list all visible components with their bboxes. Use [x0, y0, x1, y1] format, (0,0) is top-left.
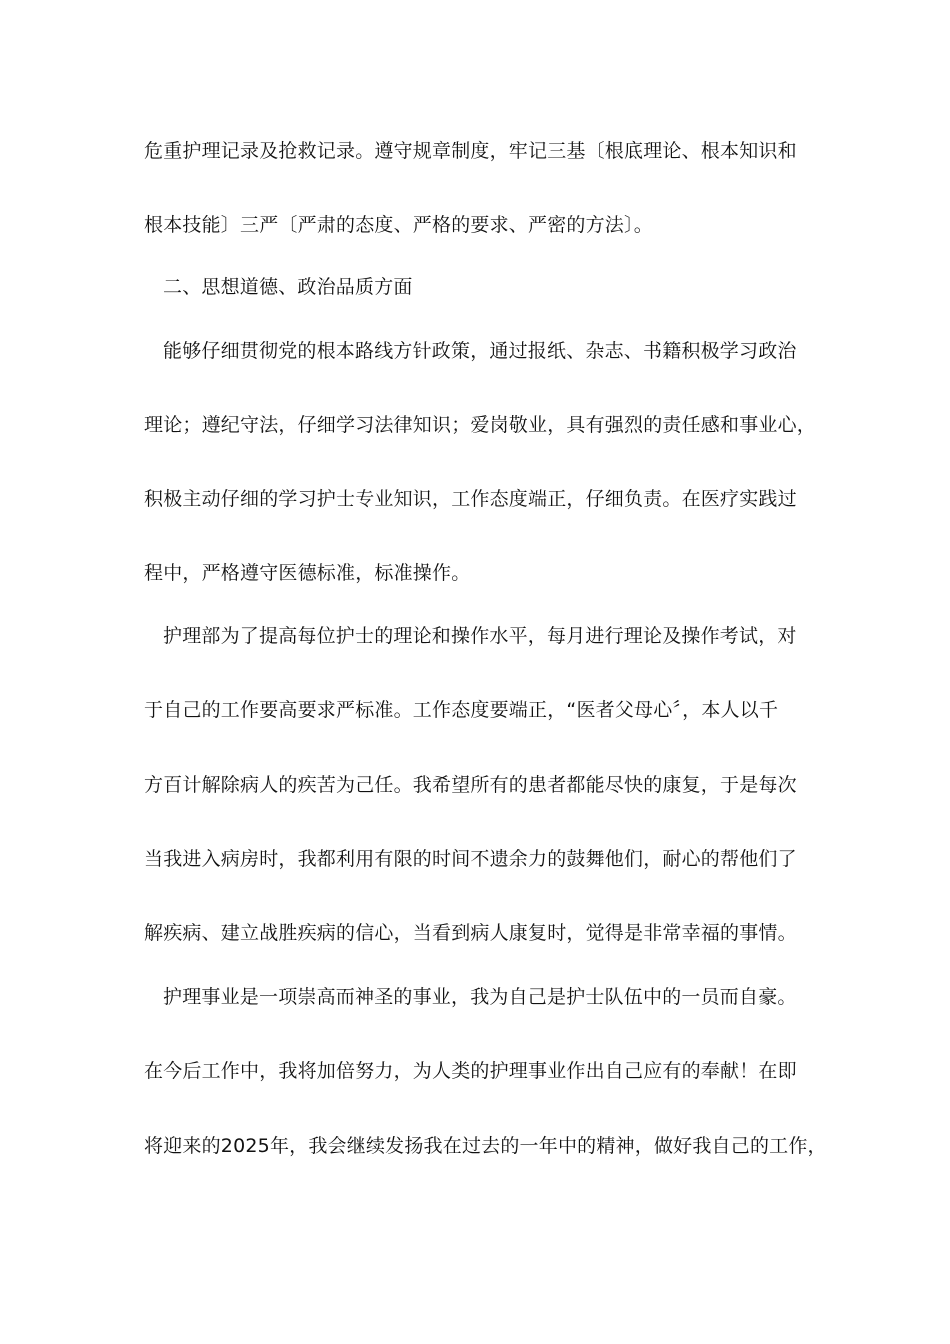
- text-line: 在今后工作中，我将加倍努力，为人类的护理事业作出自己应有的奉献！在即: [144, 1060, 797, 1082]
- text-line: 程中，严格遵守医德标准，标准操作。: [144, 562, 471, 584]
- paragraph-start-line: 护理部为了提高每位护士的理论和操作水平，每月进行理论及操作考试，对: [163, 625, 797, 647]
- paragraph-start-line: 护理事业是一项崇高而神圣的事业，我为自己是护士队伍中的一员而自豪。: [163, 986, 797, 1008]
- text-line: 理论；遵纪守法，仔细学习法律知识；爱岗敬业，具有强烈的责任感和事业心，: [144, 414, 817, 436]
- text-line: 危重护理记录及抢救记录。遵守规章制度，牢记三基〔根底理论、根本知识和: [144, 140, 797, 162]
- text-line: 积极主动仔细的学习护士专业知识，工作态度端正，仔细负责。在医疗实践过: [144, 488, 797, 510]
- text-line: 根本技能〕三严〔严肃的态度、严格的要求、严密的方法〕。: [144, 214, 653, 236]
- text-line: 方百计解除病人的疾苦为己任。我希望所有的患者都能尽快的康复，于是每次: [144, 774, 797, 796]
- text-line: 当我进入病房时，我都利用有限的时间不遗余力的鼓舞他们，耐心的帮他们了: [144, 848, 797, 870]
- text-line: 解疾病、建立战胜疾病的信心，当看到病人康复时，觉得是非常幸福的事情。: [144, 922, 797, 944]
- text-line: 于自己的工作要高要求严标准。工作态度要端正，“医者父母心〞，本人以千: [144, 699, 779, 721]
- paragraph-start-line: 能够仔细贯彻党的根本路线方针政策，通过报纸、杂志、书籍积极学习政治: [163, 340, 797, 362]
- text-line: 将迎来的2025年，我会继续发扬我在过去的一年中的精神，做好我自己的工作，: [144, 1135, 827, 1157]
- section-heading: 二、思想道德、政治品质方面: [163, 276, 413, 298]
